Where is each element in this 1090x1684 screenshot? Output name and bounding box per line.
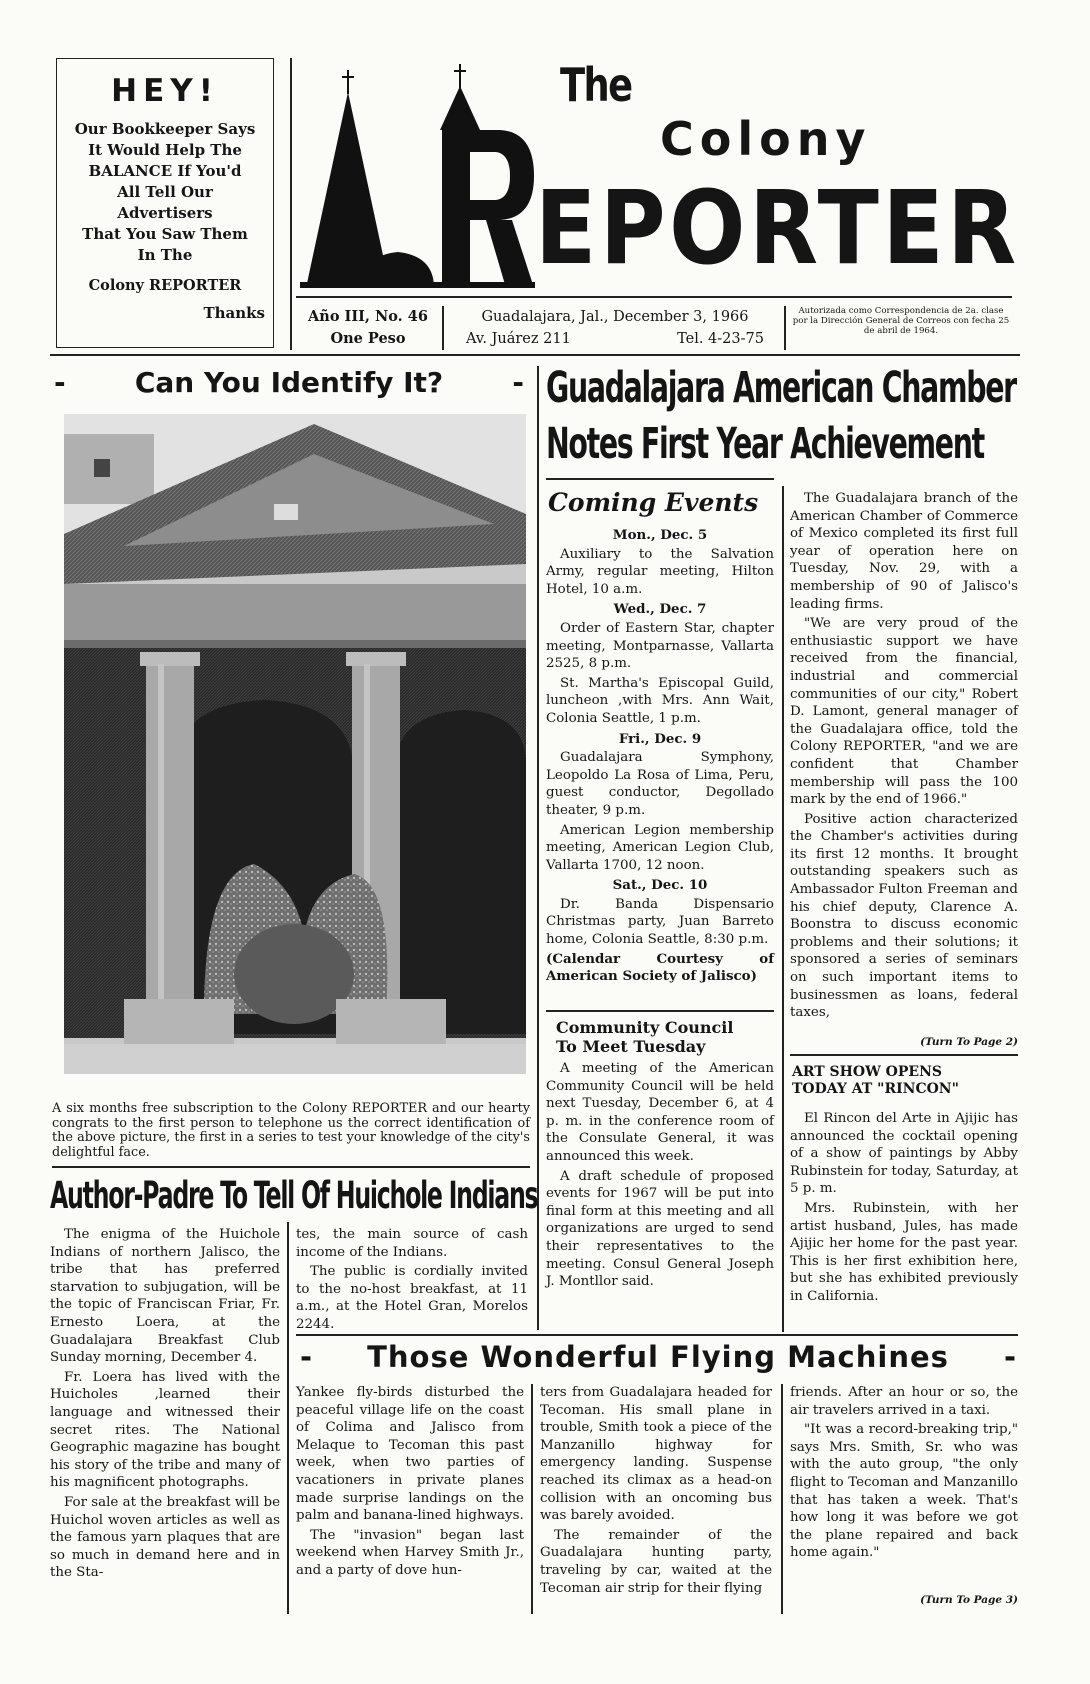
paragraph: Yankee fly-birds disturbed the peaceful village life on the coast of Colima and Jalisco from Melaque to Tecoman this past week, when two parties of vacationers in private planes made surprise landings on the palm and banana-lined highways. <box>296 1385 524 1524</box>
header-rule <box>50 354 1020 356</box>
dash: - <box>300 1340 313 1374</box>
paragraph: A meeting of the American Community Council will be held next Tuesday, December 6, at 4 p. m. in the conference room of the Consulate General, it was announced this week. <box>546 1061 774 1164</box>
chamber-body <box>790 490 1018 1024</box>
hey-lines <box>57 119 273 266</box>
council-body <box>546 1060 774 1293</box>
event-text: American Legion membership meeting, American Legion Club, Vallarta 1700, 12 noon. <box>546 822 774 873</box>
council-headline-2: To Meet Tuesday <box>556 1037 706 1056</box>
flying-turn-page[interactable]: (Turn To Page 3) <box>920 1594 1018 1606</box>
paragraph: For sale at the breakfast will be Huichol woven articles as well as the famous yarn plaques that are so much in demand here and in the Sta- <box>50 1494 280 1581</box>
masthead-location <box>450 306 780 350</box>
paragraph: Fr. Loera has lived with the Huicholes ,learned their language and witnessed their secret rites. The National Geographic magazine has bought his story of the tribe and many of his magnificent photographs. <box>50 1369 280 1491</box>
column-rule <box>781 1384 783 1614</box>
address: Av. Juárez 211 <box>466 331 571 347</box>
hey-thanks: Thanks <box>203 304 265 322</box>
hey-title: HEY! <box>111 73 219 109</box>
paragraph: tes, the main source of cash income of the Indians. <box>296 1227 528 1260</box>
hey-line: In The <box>137 246 193 264</box>
huichole-headline: Author-Padre To Tell Of Huichole Indians <box>50 1174 538 1217</box>
masthead-reporter: EPORTER <box>535 169 1020 288</box>
photo-caption: A six months free subscription to the Colony REPORTER and our hearty congrats to the first person to telephone us the correct identification of the above picture, the first in a series to test your knowledge of the city's delightful face. <box>52 1101 530 1160</box>
hey-line: BALANCE If You'd <box>88 162 242 180</box>
council-top-rule <box>546 1010 774 1012</box>
art-top-rule <box>790 1054 1018 1056</box>
flying-col-3 <box>790 1384 1018 1564</box>
identify-title: Can You Identify It? <box>134 366 444 399</box>
events-list <box>546 524 774 988</box>
hey-line: All Tell Our <box>117 183 213 201</box>
event-date: Fri., Dec. 9 <box>618 730 702 747</box>
dash: - <box>1003 1340 1016 1374</box>
hey-line: Advertisers <box>117 204 213 222</box>
caption-rule <box>52 1166 530 1168</box>
masthead-issue <box>296 306 440 350</box>
paragraph: The remainder of the Guadalajara hunting party, traveling by car, waited at the Tecoman air strip for their flying <box>540 1527 772 1596</box>
flying-header <box>300 1340 1016 1374</box>
center-rule <box>537 366 539 1330</box>
event-text: Auxiliary to the Salvation Army, regular meeting, Hilton Hotel, 10 a.m. <box>546 546 774 597</box>
masthead-info-divider <box>442 306 444 350</box>
event-text: Dr. Banda Dispensario Christmas party, Juan Barreto home, Colonia Seattle, 8:30 p.m. <box>546 896 774 948</box>
council-headline-1: Community Council <box>556 1018 734 1037</box>
event-date: Sat., Dec. 10 <box>612 877 708 894</box>
chamber-headline-1: Guadalajara American Chamber <box>546 363 1016 413</box>
paragraph: "We are very proud of the enthusiastic support we have received from the financial, industrial and commercial communities of our city," Robert D. Lamont, general manager of the Guadalajara office, told the Colony REPORTER, "and we are confident that Chamber membership will pass the 100 mark by the end of 1966." <box>790 616 1018 808</box>
event-text: Order of Eastern Star, chapter meeting, Montparnasse, Vallarta 2525, 8 p.m. <box>546 620 774 672</box>
column-rule <box>287 1338 289 1614</box>
column-rule <box>531 1384 533 1614</box>
hey-box <box>56 58 274 348</box>
hey-paper: Colony REPORTER <box>88 277 242 294</box>
paragraph: A draft schedule of proposed events for 1967 will be put into final form at this meeting and all organizations are urged to send their representatives to the meeting. Consul General Joseph J. Montllor said. <box>546 1168 774 1290</box>
column-rule <box>782 486 784 1332</box>
postal-notice: Autorizada como Correspondencia de 2a. clase por la Dirección General de Correos con fecha 25 de abril de 1964. <box>792 306 1010 336</box>
paragraph: The enigma of the Huichole Indians of northern Jalisco, the tribe that has preferred starvation to subjugation, will be the topic of Franciscan Friar, Fr. Ernesto Loera, at the Guadalajara Breakfast Club Sunday morning, December 4. <box>50 1227 280 1366</box>
hey-line: That You Saw Them <box>82 225 248 243</box>
events-courtesy: (Calendar Courtesy of American Society of Jalisco) <box>546 950 774 985</box>
dash: - <box>54 366 66 399</box>
masthead-postal-divider <box>784 306 786 350</box>
masthead-logo-icon <box>300 60 535 288</box>
paragraph: Positive action characterized the Chamber's activities during its first 12 months. It brought outstanding speakers such as Ambassador Fulton Freeman and his chief deputy, Clarence A. Boonstra to discuss economic problems and their solutions; it sponsored a series of seminars on such important items to businessmen as loans, federal taxes, <box>790 811 1018 1021</box>
chamber-turn-page[interactable]: (Turn To Page 2) <box>920 1036 1018 1048</box>
event-date: Wed., Dec. 7 <box>613 601 707 618</box>
events-top-rule <box>546 478 774 480</box>
flying-col-2 <box>540 1384 772 1599</box>
paragraph: The Guadalajara branch of the American Chamber of Commerce of Mexico completed its first full year of operation here on Tuesday, Nov. 29, with a membership of 90 of Jalisco's leading firms. <box>790 491 1018 612</box>
masthead-divider <box>290 58 292 350</box>
art-headline: ART SHOW OPENS TODAY AT "RINCON" <box>792 1064 959 1097</box>
paragraph: "It was a record-breaking trip," says Mrs. Smith, Sr. who was with the auto group, "the only flight to Tecoman and Manzanillo that has taken a week. That's how long it was before we got the plane repaired and back home again." <box>790 1422 1018 1561</box>
paragraph: The "invasion" began last weekend when Harvey Smith Jr., and a party of dove hun- <box>296 1527 524 1578</box>
chamber-headline-2: Notes First Year Achievement <box>546 419 984 469</box>
event-text: Guadalajara Symphony, Leopoldo La Rosa of Lima, Peru, guest conductor, Degollado theater, 9 p.m. <box>546 750 774 818</box>
paragraph: The public is cordially invited to the no-host breakfast, at 11 a.m., at the Hotel Gran, Morelos 2244. <box>296 1264 528 1332</box>
huichole-col-1 <box>50 1226 280 1584</box>
masthead-the: The <box>560 58 632 112</box>
events-title: Coming Events <box>548 488 759 517</box>
paragraph: Mrs. Rubinstein, with her artist husband, Jules, has made Ajijic her home for the past year. This is her first exhibition here, but she has exhibited previously in California. <box>790 1200 1018 1304</box>
event-text: St. Martha's Episcopal Guild, luncheon ,with Mrs. Ann Wait, Colonia Seattle, 1 p.m. <box>546 675 774 726</box>
masthead-rule <box>296 296 1012 298</box>
identify-header <box>54 366 524 399</box>
paragraph: El Rincon del Arte in Ajijic has announced the cocktail opening of a show of paintings by Abby Rubinstein for today, Saturday, at 5 p. m. <box>790 1111 1018 1197</box>
flying-col-1 <box>296 1384 524 1582</box>
phone: Tel. 4-23-75 <box>677 331 764 347</box>
mystery-photo <box>64 414 526 1074</box>
flying-headline: Those Wonderful Flying Machines <box>367 1340 949 1374</box>
hey-line: Our Bookkeeper Says <box>74 120 256 138</box>
huichole-col-2 <box>296 1226 528 1336</box>
masthead-colony: Colony <box>660 112 872 166</box>
event-date: Mon., Dec. 5 <box>612 527 708 543</box>
city-date: Guadalajara, Jal., December 3, 1966 <box>481 309 749 325</box>
art-body <box>790 1110 1018 1308</box>
price: One Peso <box>330 330 406 347</box>
flying-top-rule <box>296 1334 1018 1336</box>
paragraph: ters from Guadalajara headed for Tecoman. His small plane in trouble, Smith took a piece of the Manzanillo highway for emergency landing. Suspense reached its climax as a head-on collision with an oncoming bus was barely avoided. <box>540 1385 772 1524</box>
hey-line: It Would Help The <box>88 141 242 159</box>
year-number: Año III, No. 46 <box>308 308 428 325</box>
paragraph: friends. After an hour or so, the air travelers arrived in a taxi. <box>790 1385 1018 1418</box>
council-headline <box>556 1018 776 1056</box>
dash: - <box>512 366 524 399</box>
